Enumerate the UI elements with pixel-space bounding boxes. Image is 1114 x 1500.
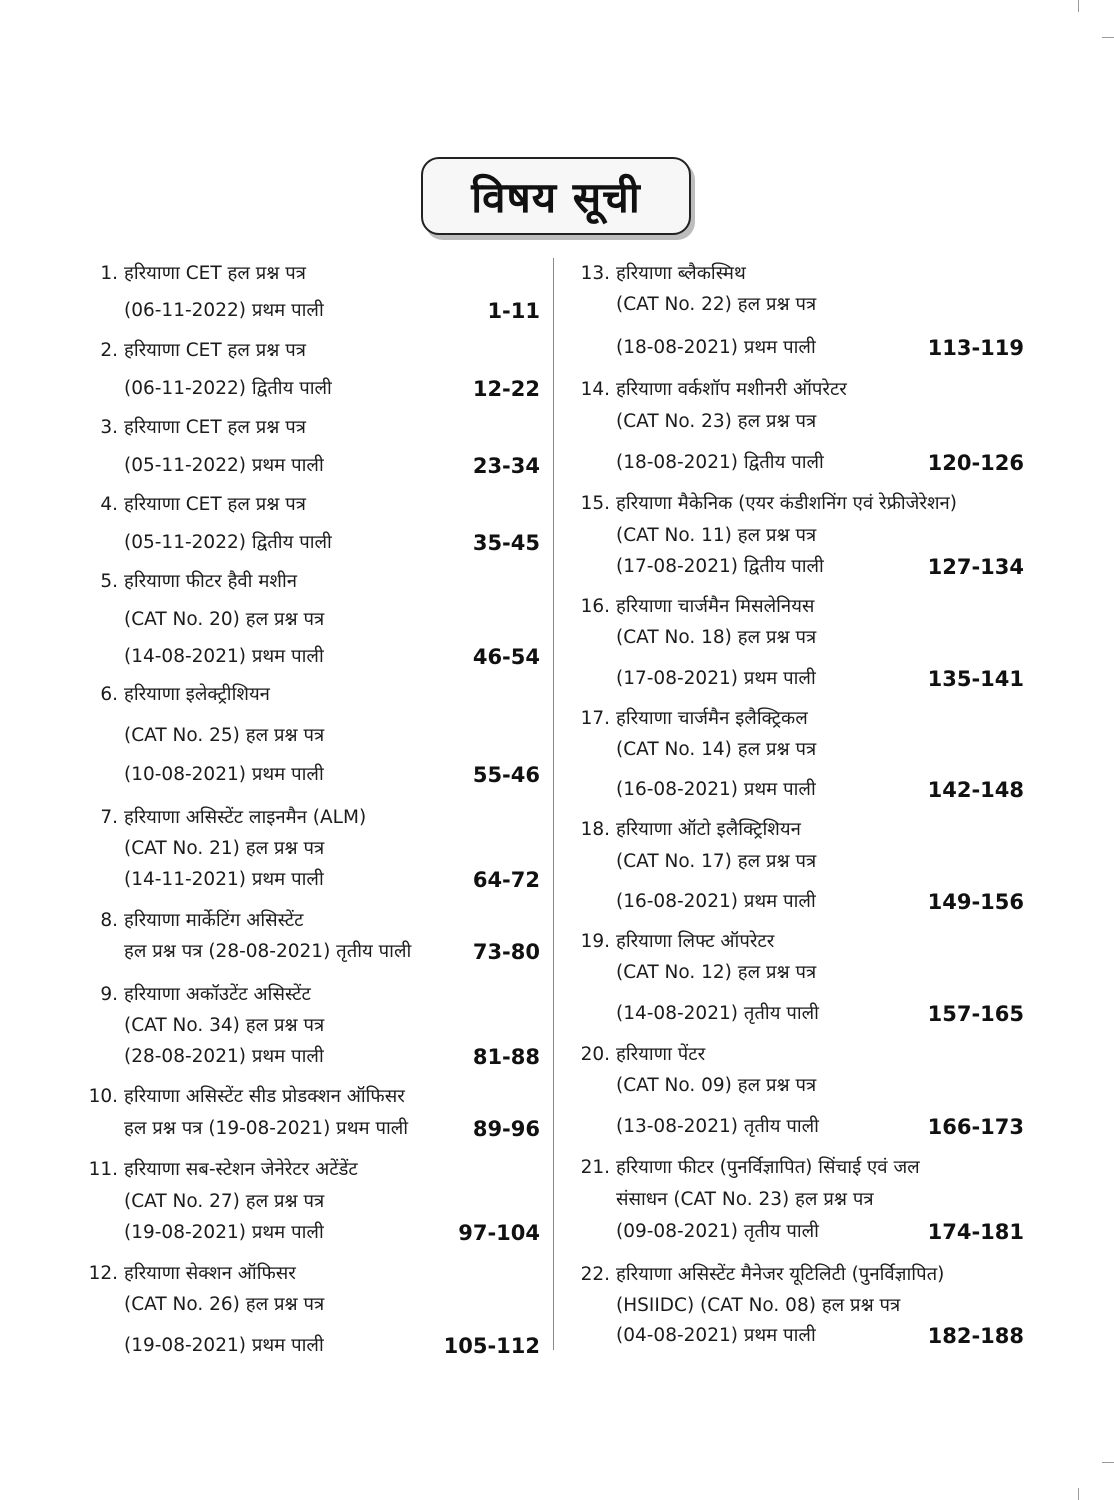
toc-entry-text: हरियाणा असिस्टेंट लाइनमैन (ALM)	[124, 807, 367, 828]
toc-entry-text: (CAT No. 34) हल प्रश्न पत्र	[124, 1015, 325, 1036]
toc-entry-text: हरियाणा ब्लैकस्मिथ	[616, 263, 746, 284]
toc-entry-text: हरियाणा असिस्टेंट मैनेजर यूटिलिटी (पुनर्विज्ञापित)	[616, 1264, 945, 1285]
toc-entry-pages: 105-112	[443, 1334, 540, 1358]
toc-entry-text: (16-08-2021) प्रथम पाली	[616, 779, 816, 800]
toc-entry-number: 11.	[88, 1159, 118, 1180]
toc-entry-pages: 166-173	[927, 1115, 1024, 1139]
toc-entry-text: हरियाणा CET हल प्रश्न पत्र	[124, 417, 306, 438]
toc-entry-pages: 127-134	[927, 555, 1024, 579]
toc-entry-number: 8.	[100, 910, 118, 931]
toc-entry-text: (CAT No. 22) हल प्रश्न पत्र	[616, 294, 817, 315]
toc-entry-text: हरियाणा असिस्टेंट सीड प्रोडक्शन ऑफिसर	[124, 1086, 405, 1107]
toc-entry-text: (CAT No. 21) हल प्रश्न पत्र	[124, 838, 325, 859]
toc-entry-text: (CAT No. 11) हल प्रश्न पत्र	[616, 525, 817, 546]
toc-entry-number: 5.	[100, 571, 118, 592]
toc-entry-text: हरियाणा फीटर (पुनर्विज्ञापित) सिंचाई एवं जल	[616, 1157, 920, 1178]
toc-entry-text: (16-08-2021) प्रथम पाली	[616, 891, 816, 912]
toc-entry-number: 2.	[100, 340, 118, 361]
toc-entry-text: (CAT No. 12) हल प्रश्न पत्र	[616, 962, 817, 983]
toc-entry-pages: 81-88	[472, 1045, 540, 1069]
toc-entry-number: 6.	[100, 684, 118, 705]
toc-entry-text: (CAT No. 17) हल प्रश्न पत्र	[616, 851, 817, 872]
toc-entry-text: (CAT No. 23) हल प्रश्न पत्र	[616, 411, 817, 432]
toc-entry-text: (CAT No. 27) हल प्रश्न पत्र	[124, 1191, 325, 1212]
toc-entry-text: हरियाणा CET हल प्रश्न पत्र	[124, 494, 306, 515]
toc-entry-pages: 23-34	[472, 454, 540, 478]
toc-entry-text: (CAT No. 18) हल प्रश्न पत्र	[616, 627, 817, 648]
toc-entry-text: हरियाणा चार्जमैन इलैक्ट्रिकल	[616, 708, 808, 729]
toc-entry-text: हरियाणा फीटर हैवी मशीन	[124, 571, 298, 592]
toc-entry-text: (19-08-2021) प्रथम पाली	[124, 1335, 324, 1356]
toc-entry-text: (05-11-2022) प्रथम पाली	[124, 455, 324, 476]
toc-entry-number: 9.	[100, 984, 118, 1005]
toc-entry-number: 17.	[580, 708, 610, 729]
toc-entry-text: (13-08-2021) तृतीय पाली	[616, 1116, 819, 1137]
toc-entry-number: 20.	[580, 1044, 610, 1065]
toc-entry-pages: 182-188	[927, 1324, 1024, 1348]
column-divider	[553, 258, 554, 1350]
toc-entry-text: (18-08-2021) द्वितीय पाली	[616, 452, 824, 473]
toc-entry-text: हरियाणा मैकेनिक (एयर कंडीशनिंग एवं रेफ्रीजेरेशन)	[616, 493, 958, 514]
toc-entry-number: 1.	[100, 263, 118, 284]
toc-entry-number: 7.	[100, 807, 118, 828]
toc-entry-number: 13.	[580, 263, 610, 284]
toc-entry-pages: 73-80	[472, 940, 540, 964]
toc-entry-text: (10-08-2021) प्रथम पाली	[124, 764, 324, 785]
toc-entry-number: 14.	[580, 379, 610, 400]
toc-entry-text: हरियाणा चार्जमैन मिसलेनियस	[616, 596, 815, 617]
toc-entry-text: हरियाणा सेक्शन ऑफिसर	[124, 1263, 296, 1284]
toc-entry-text: हरियाणा वर्कशॉप मशीनरी ऑपरेटर	[616, 379, 847, 400]
toc-entry-text: (CAT No. 26) हल प्रश्न पत्र	[124, 1294, 325, 1315]
toc-entry-text: (14-11-2021) प्रथम पाली	[124, 869, 324, 890]
toc-entry-text: हरियाणा पेंटर	[616, 1044, 706, 1065]
toc-entry-text: (19-08-2021) प्रथम पाली	[124, 1222, 324, 1243]
toc-entry-pages: 142-148	[927, 778, 1024, 802]
toc-entry-pages: 1-11	[487, 299, 540, 323]
toc-entry-number: 15.	[580, 493, 610, 514]
toc-entry-text: (CAT No. 25) हल प्रश्न पत्र	[124, 725, 325, 746]
toc-entry-text: (17-08-2021) द्वितीय पाली	[616, 556, 824, 577]
toc-entry-text: हरियाणा CET हल प्रश्न पत्र	[124, 263, 306, 284]
toc-entry-pages: 89-96	[472, 1117, 540, 1141]
toc-entry-text: हरियाणा अकॉउटेंट असिस्टेंट	[124, 984, 311, 1005]
toc-entry-text: हरियाणा ऑटो इलैक्ट्रिशियन	[616, 819, 801, 840]
toc-entry-text: हरियाणा मार्केटिंग असिस्टेंट	[124, 910, 304, 931]
toc-entry-text: (CAT No. 14) हल प्रश्न पत्र	[616, 739, 817, 760]
toc-entry-text: (09-08-2021) तृतीय पाली	[616, 1221, 819, 1242]
toc-entry-number: 3.	[100, 417, 118, 438]
toc-entry-text: (06-11-2022) प्रथम पाली	[124, 300, 324, 321]
toc-entry-text: हरियाणा लिफ्ट ऑपरेटर	[616, 931, 775, 952]
toc-entry-pages: 174-181	[927, 1220, 1024, 1244]
toc-entry-number: 21.	[580, 1157, 610, 1178]
toc-entry-text: (18-08-2021) प्रथम पाली	[616, 337, 816, 358]
toc-entry-pages: 149-156	[927, 890, 1024, 914]
toc-entry-text: (14-08-2021) प्रथम पाली	[124, 646, 324, 667]
toc-entry-text: (17-08-2021) प्रथम पाली	[616, 668, 816, 689]
toc-entry-number: 22.	[580, 1264, 610, 1285]
toc-entry-pages: 135-141	[927, 667, 1024, 691]
toc-entry-text: (05-11-2022) द्वितीय पाली	[124, 532, 332, 553]
toc-entry-number: 19.	[580, 931, 610, 952]
toc-entry-text: (CAT No. 20) हल प्रश्न पत्र	[124, 609, 325, 630]
toc-entry-text: (04-08-2021) प्रथम पाली	[616, 1325, 816, 1346]
toc-entry-pages: 113-119	[927, 336, 1024, 360]
toc-entry-number: 10.	[88, 1086, 118, 1107]
toc-entry-number: 4.	[100, 494, 118, 515]
page-title: विषय सूची	[421, 157, 691, 235]
toc-entry-text: हरियाणा इलेक्ट्रीशियन	[124, 684, 270, 705]
toc-entry-pages: 12-22	[472, 377, 540, 401]
toc-entry-number: 16.	[580, 596, 610, 617]
toc-entry-text: हरियाणा CET हल प्रश्न पत्र	[124, 340, 306, 361]
toc-entry-text: (14-08-2021) तृतीय पाली	[616, 1003, 819, 1024]
toc-entry-text: हल प्रश्न पत्र (28-08-2021) तृतीय पाली	[124, 941, 412, 962]
toc-entry-pages: 157-165	[927, 1002, 1024, 1026]
toc-entry-number: 12.	[88, 1263, 118, 1284]
toc-entry-text: संसाधन (CAT No. 23) हल प्रश्न पत्र	[616, 1189, 874, 1210]
toc-entry-text: (06-11-2022) द्वितीय पाली	[124, 378, 332, 399]
toc-entry-pages: 46-54	[472, 645, 540, 669]
toc-entry-text: (CAT No. 09) हल प्रश्न पत्र	[616, 1075, 817, 1096]
toc-entry-pages: 97-104	[458, 1221, 540, 1245]
toc-entry-pages: 64-72	[472, 868, 540, 892]
toc-entry-text: हरियाणा सब-स्टेशन जेनेरेटर अटेंडेंट	[124, 1159, 358, 1180]
toc-entry-number: 18.	[580, 819, 610, 840]
toc-entry-pages: 120-126	[927, 451, 1024, 475]
toc-entry-text: हल प्रश्न पत्र (19-08-2021) प्रथम पाली	[124, 1118, 409, 1139]
toc-entry-pages: 35-45	[472, 531, 540, 555]
toc-entry-pages: 55-46	[472, 763, 540, 787]
toc-entry-text: (HSIIDC) (CAT No. 08) हल प्रश्न पत्र	[616, 1295, 901, 1316]
toc-entry-text: (28-08-2021) प्रथम पाली	[124, 1046, 324, 1067]
